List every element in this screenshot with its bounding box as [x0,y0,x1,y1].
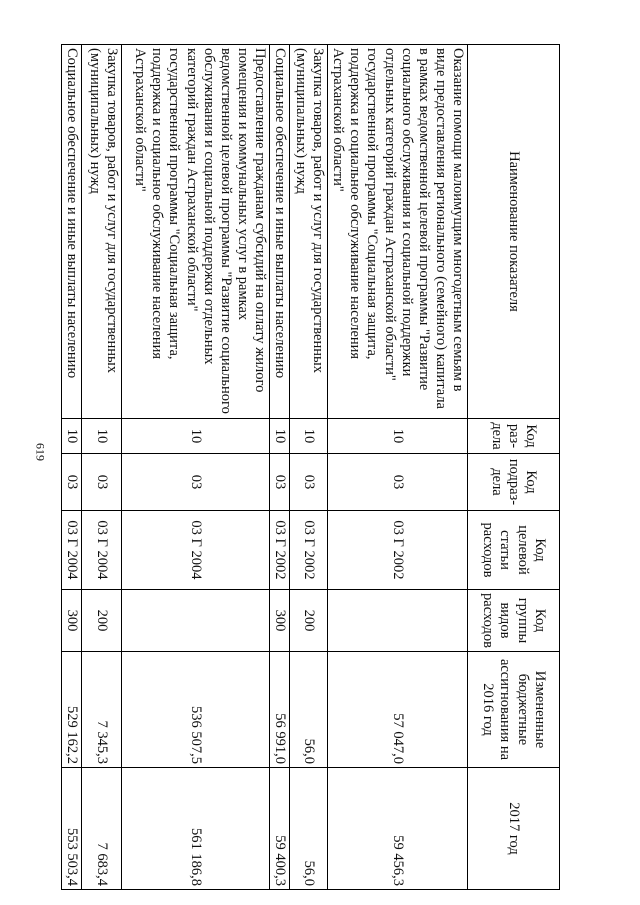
table-row [328,45,468,890]
row-podrazdel: 03 [61,454,81,511]
row-name: Социальное обеспечение и иные выплаты населению [61,45,81,419]
row-podrazdel: 03 [290,454,328,511]
row-csr: 03 Г 2002 [270,511,290,590]
header-podrazdel: Код подраз-дела [468,454,560,511]
row-vr [122,590,270,652]
row-razdel: 10 [82,419,122,454]
row-razdel: 10 [61,419,81,454]
row-2017: 59 456,3 [328,768,468,890]
table-frame [64,44,560,889]
row-podrazdel: 03 [270,454,290,511]
budget-table [61,44,560,890]
row-csr: 03 Г 2004 [82,511,122,590]
row-budget-2016: 57 047,0 [328,652,468,768]
table-row [82,45,122,890]
row-budget-2016: 56 991,0 [270,652,290,768]
row-2017: 553 503,4 [61,768,81,890]
rotated-table-area [64,44,560,889]
row-razdel: 10 [122,419,270,454]
row-razdel: 10 [290,419,328,454]
row-vr: 300 [61,590,81,652]
row-budget-2016: 536 507,5 [122,652,270,768]
header-name: Наименование показателя [468,45,560,419]
row-name: Социальное обеспечение и иные выплаты населению [270,45,290,419]
row-vr: 200 [82,590,122,652]
table-row [290,45,328,890]
row-name: Оказание помощи малоимущим многодетным семьям в виде предоставления регионального (семейного) капитала в рамках ведомственной целевой программы "Развитие социального обслуживания и социальной поддержки отдельных категорий граждан Астраханской области" государственной программы "Социальная защита, поддержка и социальное обслуживание населения Астраханской области" [328,45,468,419]
page-number: 619 [33,443,48,461]
row-podrazdel: 03 [328,454,468,511]
row-2017: 56,0 [290,768,328,890]
header-budget-2016: Измененные бюджетные ассигнования на 2016 год [468,652,560,768]
row-2017: 59 400,3 [270,768,290,890]
row-podrazdel: 03 [82,454,122,511]
table-row [61,45,81,890]
row-name: Закупка товаров, работ и услуг для государственных (муниципальных) нужд [290,45,328,419]
row-budget-2016: 56,0 [290,652,328,768]
row-budget-2016: 529 162,2 [61,652,81,768]
row-csr: 03 Г 2002 [328,511,468,590]
header-vr: Код группы видов расходов [468,590,560,652]
header-2017: 2017 год [468,768,560,890]
row-csr: 03 Г 2002 [290,511,328,590]
row-2017: 561 186,8 [122,768,270,890]
table-row [270,45,290,890]
row-budget-2016: 7 345,3 [82,652,122,768]
header-csr: Код целевой статьи расходов [468,511,560,590]
row-podrazdel: 03 [122,454,270,511]
row-vr: 200 [290,590,328,652]
row-name: Предоставление гражданам субсидий на оплату жилого помещения и коммунальных услуг в рамках ведомственной целевой программы "Развитие социального обслуживания и социальной поддержки отдельных категорий граждан Астраханской области" государственной программы "Социальная защита, поддержка и социальное обслуживание населения Астраханской области" [122,45,270,419]
row-csr: 03 Г 2004 [122,511,270,590]
row-csr: 03 Г 2004 [61,511,81,590]
row-2017: 7 683,4 [82,768,122,890]
table-row [122,45,270,890]
row-vr [328,590,468,652]
header-row [468,45,560,890]
row-razdel: 10 [270,419,290,454]
header-razdel: Код раз-дела [468,419,560,454]
row-name: Закупка товаров, работ и услуг для государственных (муниципальных) нужд [82,45,122,419]
row-razdel: 10 [328,419,468,454]
row-vr: 300 [270,590,290,652]
